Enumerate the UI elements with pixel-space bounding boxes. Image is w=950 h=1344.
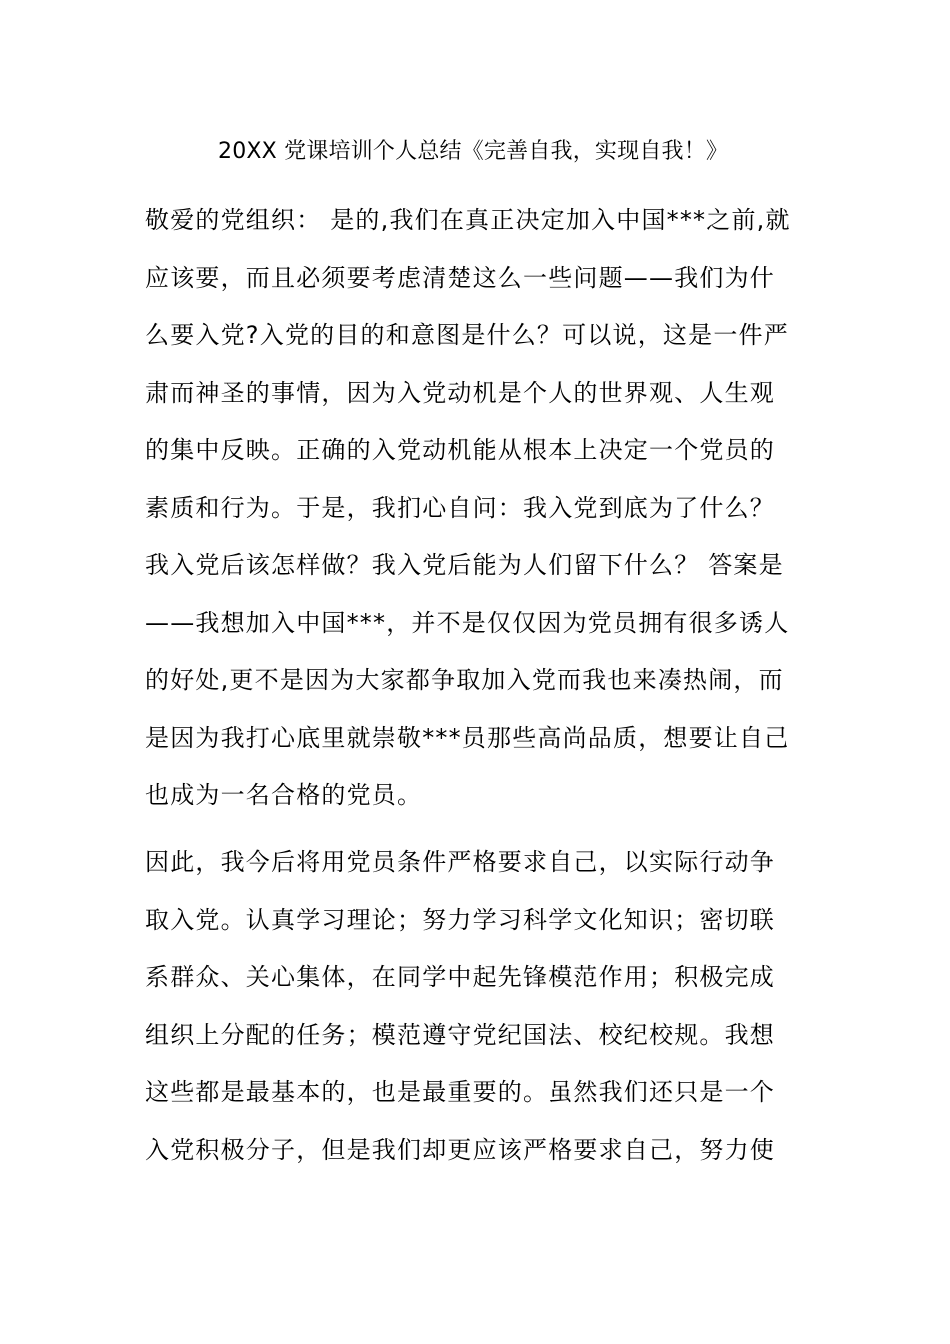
text-line: 因此，我今后将用党员条件严格要求自己，以实际行动争 bbox=[145, 848, 775, 876]
text-line: 是因为我打心底里就崇敬***员那些高尚品质，想要让自己 bbox=[145, 723, 790, 752]
text-line: ——我想加入中国***，并不是仅仅因为党员拥有很多诱人 bbox=[145, 608, 790, 637]
text-line: 的集中反映。正确的入党动机能从根本上决定一个党员的 bbox=[145, 436, 775, 464]
text-line: 入党积极分子，但是我们却更应该严格要求自己，努力使 bbox=[145, 1135, 775, 1164]
text-line: 组织上分配的任务；模范遵守党纪国法、校纪校规。我想 bbox=[145, 1020, 775, 1049]
document-title: 20XX 党课培训个人总结《完善自我，实现自我！》 bbox=[218, 139, 729, 164]
text-line: 取入党。认真学习理论；努力学习科学文化知识；密切联 bbox=[145, 905, 775, 934]
text-line: 也成为一名合格的党员。 bbox=[145, 781, 423, 809]
text-line: 的好处,更不是因为大家都争取加入党而我也来凑热闹，而 bbox=[145, 666, 784, 694]
text-line: 我入党后该怎样做？我入党后能为人们留下什么？ 答案是 bbox=[145, 551, 784, 579]
text-line: 敬爱的党组织： 是的,我们在真正决定加入中国***之前,就 bbox=[145, 206, 791, 234]
paragraph-1 bbox=[145, 192, 810, 825]
text-line: 么要入党?入党的目的和意图是什么？可以说，这是一件严 bbox=[145, 321, 789, 349]
paragraph-2 bbox=[145, 834, 810, 1179]
text-line: 这些都是最基本的，也是最重要的。虽然我们还只是一个 bbox=[145, 1078, 775, 1106]
text-line: 肃而神圣的事情，因为入党动机是个人的世界观、人生观 bbox=[145, 378, 775, 407]
text-line: 应该要，而且必须要考虑清楚这么一些问题——我们为什 bbox=[145, 263, 775, 292]
text-line: 系群众、关心集体，在同学中起先锋模范作用；积极完成 bbox=[145, 963, 775, 991]
text-line: 素质和行为。于是，我扪心自问：我入党到底为了什么？ bbox=[145, 493, 775, 522]
